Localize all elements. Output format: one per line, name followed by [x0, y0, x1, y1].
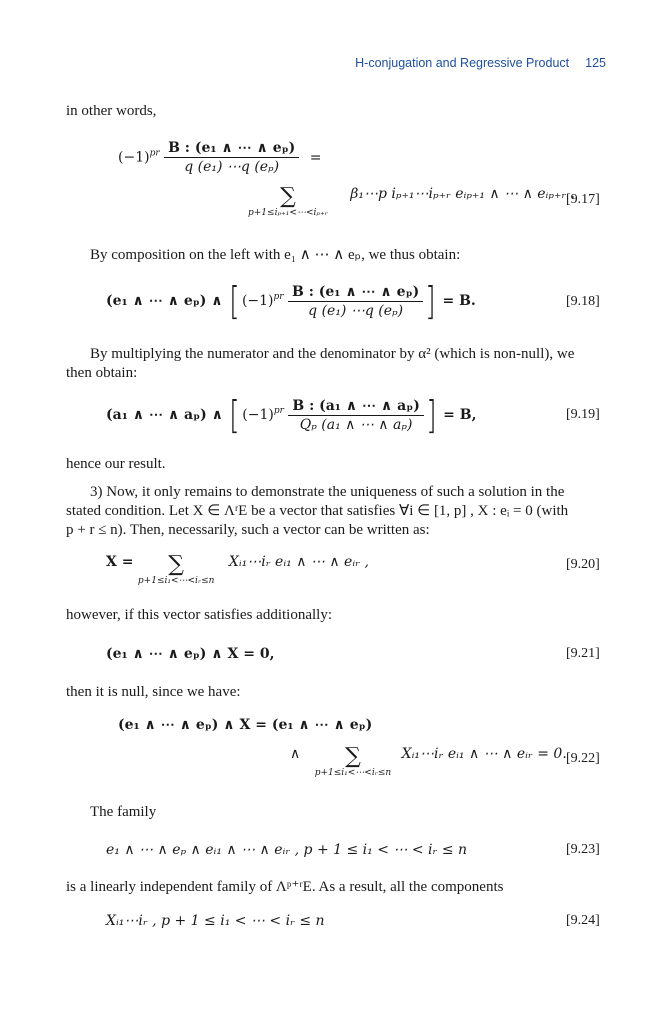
- sigma-icon: ∑: [168, 552, 185, 577]
- paragraph-uniqueness-line2: stated condition. Let X ∈ ΛʳE be a vector that satisfies ∀i ∈ [1, p] , X : eᵢ = 0 (with: [66, 503, 569, 519]
- equation-9-23: [106, 842, 467, 858]
- wedge-operator: ∧: [290, 746, 301, 762]
- sign-factor: (−1): [118, 149, 150, 166]
- right-bracket: ]: [425, 279, 436, 323]
- running-title: H-conjugation and Regressive Product: [355, 56, 570, 70]
- paragraph-the-family: The family: [90, 804, 157, 820]
- sigma-icon: ∑: [345, 744, 361, 769]
- fraction-numerator: B : (e₁ ∧ ⋯ ∧ eₚ): [164, 140, 299, 158]
- equation-9-20: [106, 554, 369, 587]
- equation-9-17-lhs: [118, 140, 321, 175]
- paragraph-by-multiplying-line2: then obtain:: [66, 365, 138, 381]
- summation-term: Xᵢ₁⋯iᵣ eᵢ₁ ∧ ⋯ ∧ eᵢᵣ ,: [228, 554, 369, 570]
- equation-number-9-18: [9.18]: [566, 294, 600, 309]
- paragraph-by-composition: By composition on the left with e₁ ∧ ⋯ ∧ eₚ, we thus obtain:: [90, 247, 461, 263]
- page-number: 125: [585, 56, 606, 70]
- paragraph-by-multiplying-line1: By multiplying the numerator and the denominator by α² (which is non-null), we: [90, 346, 575, 362]
- summation-index: p+1≤iₚ₊₁<⋯<iₚ₊ᵣ: [248, 208, 328, 218]
- summation-index: p+1≤i₁<⋯<iᵣ≤n: [137, 576, 215, 586]
- right-bracket: ]: [426, 393, 437, 437]
- fraction: [164, 140, 299, 175]
- equation-number-9-19: [9.19]: [566, 407, 600, 422]
- paragraph-however: however, if this vector satisfies additionally:: [66, 607, 333, 623]
- equation-number-9-24: [9.24]: [566, 913, 600, 928]
- sign-factor: (−1): [241, 293, 274, 309]
- sign-factor: (−1): [242, 407, 274, 423]
- summation: [138, 554, 214, 587]
- summation-term: Xᵢ₁⋯iᵣ eᵢ₁ ∧ ⋯ ∧ eᵢᵣ = 0.: [401, 746, 567, 762]
- sign-exponent: pr: [273, 406, 284, 416]
- paragraph-in-other-words: in other words,: [66, 103, 157, 119]
- wedge-product-left: (e₁ ∧ ⋯ ∧ eₚ) ∧: [106, 293, 223, 309]
- sign-exponent: pr: [273, 292, 284, 302]
- equation-9-22-line1: [118, 717, 372, 733]
- equation-9-24: [106, 913, 325, 929]
- fraction-denominator: Qₚ (a₁ ∧ ⋯ ∧ aₚ): [299, 416, 413, 433]
- equation-body: (e₁ ∧ ⋯ ∧ eₚ) ∧ X = 0,: [106, 646, 275, 662]
- equation-body: e₁ ∧ ⋯ ∧ eₚ ∧ eᵢ₁ ∧ ⋯ ∧ eᵢᵣ , p + 1 ≤ i₁ < ⋯ < iᵣ ≤ n: [106, 842, 468, 858]
- equation-9-21: [106, 646, 274, 662]
- left-bracket: [: [229, 279, 240, 323]
- summation-index: p+1≤i₁<⋯<iᵣ≤n: [314, 768, 392, 778]
- fraction: [288, 284, 423, 319]
- summation: [248, 186, 328, 219]
- summation: [315, 746, 391, 779]
- equation-body: (e₁ ∧ ⋯ ∧ eₚ) ∧ X = (e₁ ∧ ⋯ ∧ eₚ): [118, 717, 373, 733]
- wedge-product-left: (a₁ ∧ ⋯ ∧ aₚ) ∧: [106, 407, 223, 423]
- summation-term: β₁⋯p iₚ₊₁⋯iₚ₊ᵣ eᵢₚ₊₁ ∧ ⋯ ∧ eᵢₚ₊ᵣ .: [350, 186, 576, 202]
- equals-sign: =: [309, 149, 322, 166]
- paragraph-then-null: then it is null, since we have:: [66, 684, 241, 700]
- equation-number-9-21: [9.21]: [566, 646, 600, 661]
- fraction-numerator: B : (a₁ ∧ ⋯ ∧ aₚ): [288, 398, 423, 416]
- equation-9-22-line2: [290, 746, 567, 779]
- fraction-denominator: q (e₁) ⋯q (eₚ): [308, 302, 404, 319]
- left-bracket: [: [229, 393, 241, 437]
- equation-body: Xᵢ₁⋯iᵣ , p + 1 ≤ i₁ < ⋯ < iᵣ ≤ n: [106, 913, 325, 929]
- paragraph-hence-result: hence our result.: [66, 456, 166, 472]
- equation-9-18: [106, 279, 476, 323]
- sigma-icon: ∑: [280, 184, 296, 209]
- equation-9-19: [106, 393, 477, 437]
- equation-number-9-17: [9.17]: [566, 192, 600, 207]
- equation-lhs: X =: [106, 554, 134, 570]
- equation-result: = B.: [442, 293, 476, 309]
- equation-number-9-23: [9.23]: [566, 842, 600, 857]
- fraction: [288, 398, 423, 433]
- equation-number-9-20: [9.20]: [566, 557, 600, 572]
- equation-9-17-rhs: [248, 186, 575, 219]
- paragraph-uniqueness-line3: p + r ≤ n). Then, necessarily, such a vector can be written as:: [66, 522, 430, 538]
- equation-result: = B,: [443, 407, 477, 423]
- equation-number-9-22: [9.22]: [566, 751, 600, 766]
- sign-exponent: pr: [149, 148, 160, 159]
- paragraph-linearly-independent: is a linearly independent family of Λᵖ⁺ʳE. As a result, all the components: [66, 879, 504, 895]
- fraction-numerator: B : (e₁ ∧ ⋯ ∧ eₚ): [288, 284, 423, 302]
- paragraph-uniqueness-line1: 3) Now, it only remains to demonstrate the uniqueness of such a solution in the: [90, 484, 565, 500]
- fraction-denominator: q (e₁) ⋯q (eₚ): [184, 159, 280, 175]
- running-header: [0, 56, 606, 70]
